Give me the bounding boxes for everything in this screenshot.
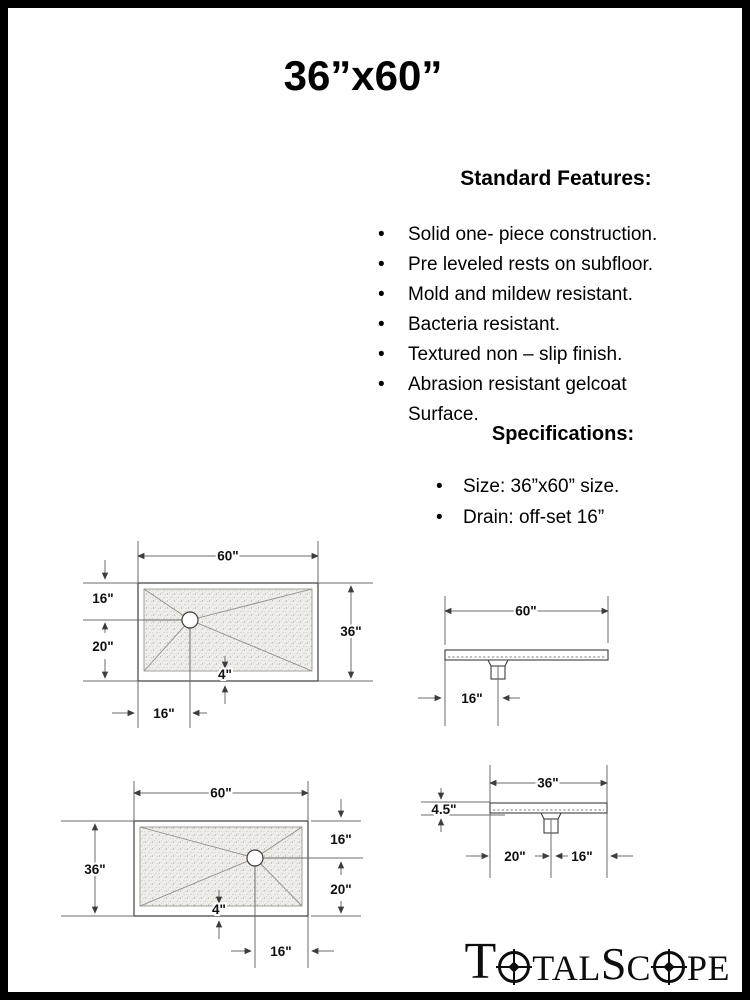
specifications-heading: Specifications: [491,423,635,445]
drawing-plan-drain-right [53,763,383,983]
dim-label-drain-offset: 16" [461,691,483,706]
brand-logo [464,933,731,991]
feature-item: • Solid one- piece construction. [366,220,746,250]
spec-item: • Drain: off-set 16” [413,502,713,533]
dim-label-width: 60" [210,785,232,801]
dim-label-width: 60" [217,548,239,564]
feature-item: • Pre leveled rests on subfloor. [366,250,746,280]
dim-label-left-to-drain: 20" [504,849,526,864]
standard-features-section [366,166,746,430]
dim-label-depth: 4.5" [431,802,457,817]
logo-letter: S [600,938,627,990]
logo-letter: C [626,948,651,989]
dim-label-drain-to-bottom: 20" [330,882,352,897]
drawing-plan-drain-left [68,536,388,738]
pan-plan-view [83,583,318,728]
specifications-list [413,471,713,533]
features-list [366,220,746,430]
dim-label-drain-to-right: 16" [270,944,292,959]
feature-item: • Bacteria resistant. [366,310,746,340]
dim-label-top-to-drain: 16" [330,832,352,847]
dim-label-top-to-drain: 16" [92,591,114,606]
pan-side-view [445,650,608,726]
dim-label-ledge: 4" [218,667,232,682]
dim-label-width: 36" [537,775,559,791]
drain-fitting [488,660,508,666]
drain-circle [182,612,198,628]
dim-label-height: 36" [340,624,362,639]
dim-label-drain-to-bottom: 20" [92,639,114,654]
dim-label-ledge: 4" [212,902,226,917]
scope-o-icon [498,951,530,983]
pan-end-view [490,803,607,878]
drawing-side-profile [408,588,708,733]
drain-fitting [541,813,561,819]
dim-label-left-to-drain: 16" [153,706,175,721]
feature-item: • Mold and mildew resistant. [366,280,746,310]
feature-item: • Abrasion resistant gelcoat Surface. [366,370,746,430]
drain-circle [247,850,263,866]
textured-floor-area [144,589,312,671]
drawing-end-profile [408,753,708,888]
crosshair-center-diamond [509,961,520,972]
features-heading: Standard Features: [460,167,652,190]
pan-plan-view [134,821,363,968]
dimensions [418,596,608,726]
dim-label-height: 36" [84,862,106,877]
page-title: 36”x60” [283,52,443,99]
textured-floor-area [140,827,302,906]
logo-letters: TAL [532,948,601,989]
dim-label-drain-to-right: 16" [571,849,593,864]
spec-item: • Size: 36”x60” size. [413,471,713,502]
feature-item: • Textured non – slip finish. [366,340,746,370]
dimensions [421,765,633,878]
dim-label-width: 60" [515,603,537,619]
specifications-section [413,421,713,533]
logo-letters: PE [686,948,730,989]
logo-letter: T [464,933,497,991]
crosshair-center-diamond [663,961,674,972]
scope-o-icon [653,951,685,983]
